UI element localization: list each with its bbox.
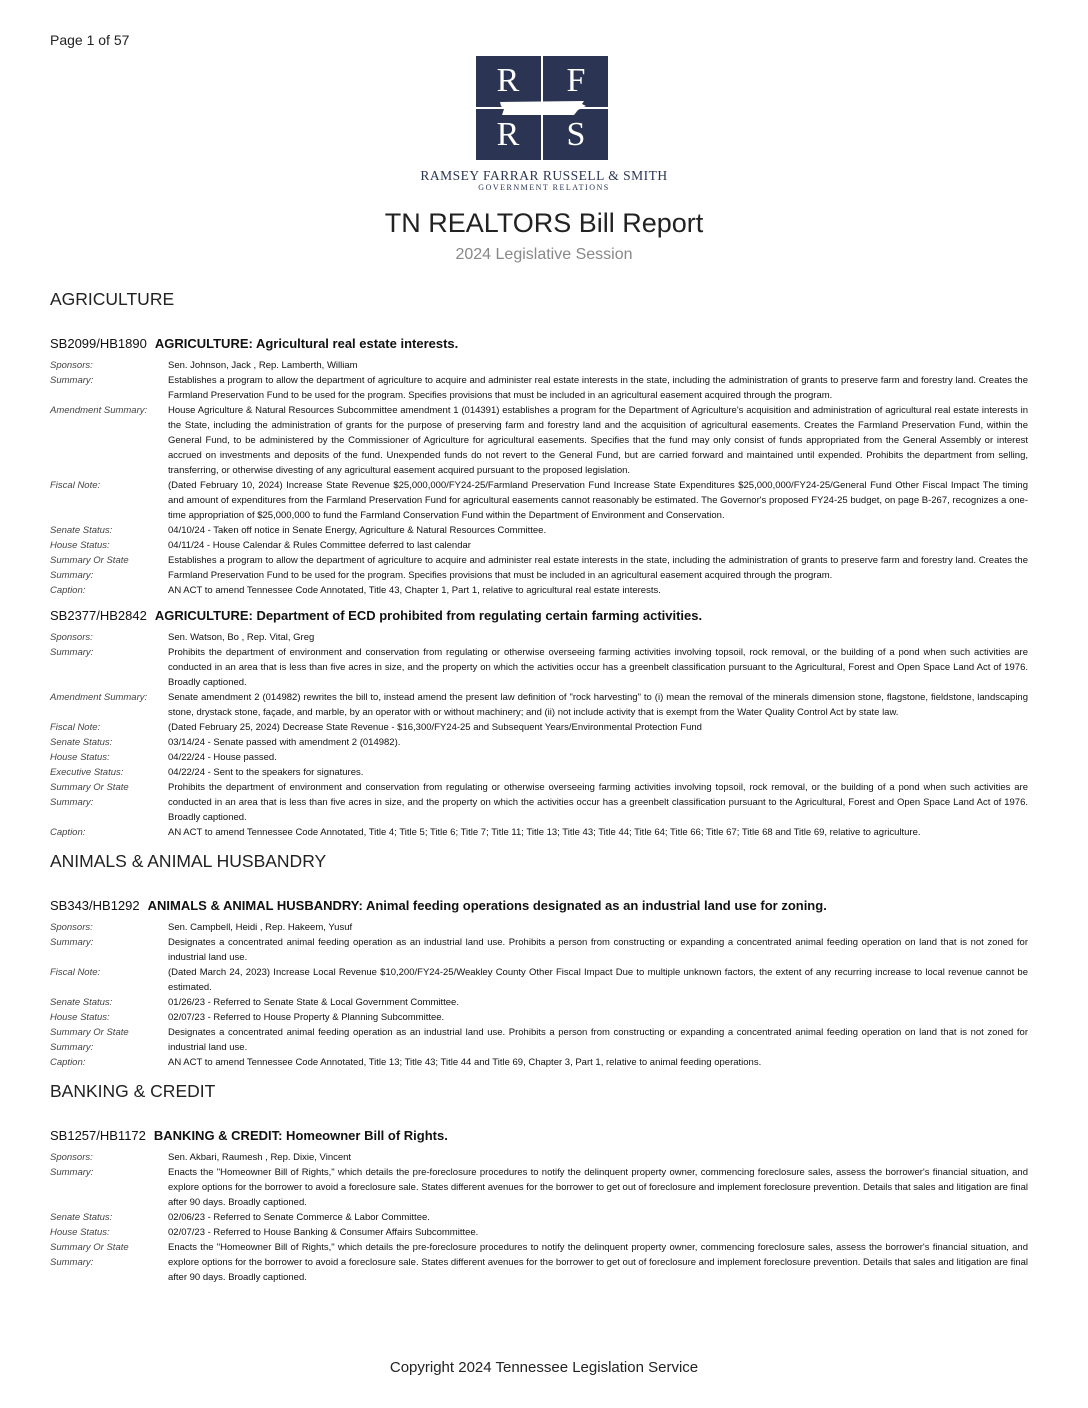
- field-label: Summary:: [50, 375, 94, 386]
- bill-number: SB2099/HB1890: [50, 336, 147, 351]
- bill-title: AGRICULTURE: Department of ECD prohibited from regulating certain farming activities.: [154, 608, 703, 623]
- section: [50, 1080, 1028, 1285]
- bill-field: [50, 1055, 1028, 1070]
- logo-letter: F: [566, 62, 586, 99]
- field-label: Summary:: [50, 937, 94, 948]
- field-value: AN ACT to amend Tennessee Code Annotated, Title 4; Title 5; Title 6; Title 7; Title 11; Title 13; Title 43; Title 44; Title 64; Title 66; Title 67; Title 68 and Title 69, relative to agriculture.: [168, 827, 921, 838]
- field-value: House Agriculture & Natural Resources Subcommittee amendment 1 (014391) establishes a program for the Department of Agriculture's acquisition and administration of agricultural real estate interests in the State, including the administration of grants for the purpose of preserving farm and forestry land and the acquisition of agricultural easements. Creates the Farmland Preservation Fund, within the General Fund, to be administered by the Commissioner of Agriculture for agricultural easements. Specifies that the fund may only consist of funds appropriated from the General Assembly or interest accrued on investments and deposits of the fund. Unexpended funds do not revert to the General Fund, but are carried forward and maintained until expended. Prohibits the department from selling, transferring, or otherwise divesting of any agricultural easement acquired pursuant to the proposed legislation.: [168, 405, 1028, 476]
- field-label: Caption:: [50, 585, 86, 596]
- bill-entry: [50, 336, 1028, 598]
- bill-field: [50, 995, 1028, 1010]
- field-value: Enacts the "Homeowner Bill of Rights," which details the pre-foreclosure procedures to notify the delinquent property owner, commencing foreclosure sales, assess the borrower's financial situation, and explore options for the borrower to avoid a foreclosure sale. States different avenues for the borrower to get out of foreclosure and implement foreclosure prevention. Details that sales and litigation are final after 90 days. Broadly captioned.: [168, 1167, 1028, 1208]
- bill-number: SB1257/HB1172: [50, 1128, 146, 1143]
- firm-name: RAMSEY FARRAR RUSSELL & SMITH: [420, 168, 668, 183]
- field-label: Summary Or State Summary:: [50, 555, 129, 581]
- field-label: Amendment Summary:: [50, 692, 148, 703]
- field-value: Enacts the "Homeowner Bill of Rights," which details the pre-foreclosure procedures to notify the delinquent property owner, commencing foreclosure sales, assess the borrower's financial situation, and explore options for the borrower to avoid a foreclosure sale. States different avenues for the borrower to get out of foreclosure and implement foreclosure prevention. Details that sales and litigation are final after 90 days. Broadly captioned.: [168, 1242, 1028, 1283]
- bill-field: [50, 1025, 1028, 1055]
- field-value: 04/10/24 - Taken off notice in Senate Energy, Agriculture & Natural Resources Committee.: [168, 525, 547, 536]
- bill-field: [50, 690, 1028, 720]
- bill-field: [50, 720, 1028, 735]
- field-value: Designates a concentrated animal feeding operation as an industrial land use. Prohibits a person from constructing or expanding a concentrated animal feeding operation on land that is not zoned for industrial land use.: [168, 1027, 1028, 1053]
- field-value: (Dated March 24, 2023) Increase Local Revenue $10,200/FY24-25/Weakley County Other Fiscal Impact Due to multiple unknown factors, the extent of any recurring increase to local revenue cannot be estimated.: [168, 967, 1028, 993]
- field-label: Summary Or State Summary:: [50, 782, 129, 808]
- field-label: House Status:: [50, 540, 110, 551]
- field-label: Senate Status:: [50, 1212, 113, 1223]
- field-label: Executive Status:: [50, 767, 124, 778]
- bill-field: [50, 645, 1028, 690]
- bill-field: [50, 935, 1028, 965]
- field-label: Senate Status:: [50, 737, 113, 748]
- field-value: 02/07/23 - Referred to House Property & Planning Subcommittee.: [168, 1012, 445, 1023]
- bill-field: [50, 373, 1028, 403]
- bill-entry: [50, 1128, 1028, 1285]
- bill-field: [50, 553, 1028, 583]
- report-subtitle: 2024 Legislative Session: [455, 246, 633, 263]
- bill-header: [50, 898, 1028, 914]
- bill-field: [50, 965, 1028, 995]
- bill-entry: [50, 898, 1028, 1070]
- field-value: 04/11/24 - House Calendar & Rules Committee deferred to last calendar: [168, 540, 471, 551]
- bill-field: [50, 1240, 1028, 1285]
- field-value: 03/14/24 - Senate passed with amendment 2 (014982).: [168, 737, 401, 748]
- field-value: Sen. Johnson, Jack , Rep. Lamberth, William: [168, 360, 358, 371]
- field-label: Sponsors:: [50, 360, 93, 371]
- field-label: Summary:: [50, 1167, 94, 1178]
- bill-field: [50, 523, 1028, 538]
- field-value: Designates a concentrated animal feeding operation as an industrial land use. Prohibits a person from constructing or expanding a concentrated animal feeding operation on land that is not zoned for industrial land use.: [168, 937, 1028, 963]
- bill-field: [50, 538, 1028, 553]
- field-label: Caption:: [50, 827, 86, 838]
- field-value: 01/26/23 - Referred to Senate State & Local Government Committee.: [168, 997, 459, 1008]
- field-label: Caption:: [50, 1057, 86, 1068]
- field-value: 02/06/23 - Referred to Senate Commerce & Labor Committee.: [168, 1212, 430, 1223]
- field-value: Sen. Akbari, Raumesh , Rep. Dixie, Vincent: [168, 1152, 352, 1163]
- section: [50, 288, 1028, 840]
- tennessee-state-icon: [498, 100, 588, 116]
- section-title: ANIMALS & ANIMAL HUSBANDRY: [50, 851, 327, 871]
- field-label: Senate Status:: [50, 997, 113, 1008]
- logo-letter: R: [496, 116, 520, 153]
- bill-field: [50, 750, 1028, 765]
- bill-entry: [50, 608, 1028, 840]
- field-label: Amendment Summary:: [50, 405, 148, 416]
- bill-number: SB2377/HB2842: [50, 608, 147, 623]
- field-value: Prohibits the department of environment and conservation from regulating or otherwise overseeing farming activities involving topsoil, rock removal, or the building of a pond when such activities are conducted in an area that is less than five acres in size, and the property on which the activities occur has a greenbelt classification pursuant to the Agricultural, Forest and Open Space Land Act of 1976. Broadly captioned.: [168, 647, 1028, 688]
- bill-field: [50, 403, 1028, 478]
- bill-header: [50, 608, 1028, 624]
- bill-field: [50, 735, 1028, 750]
- bill-number: SB343/HB1292: [50, 898, 140, 913]
- logo-letter: S: [566, 116, 586, 153]
- field-value: Senate amendment 2 (014982) rewrites the bill to, instead amend the present law definition of "rock harvesting" to (i) mean the removal of the minerals dimension stone, flagstone, fieldstone, landscaping stone, drystack stone, façade, and marble, by an operator with or without machinery; and (ii) not include activity that is exempt from the Water Quality Control Act by state law.: [168, 692, 1028, 718]
- bill-field: [50, 1165, 1028, 1210]
- bill-field: [50, 1150, 1028, 1165]
- field-value: Establishes a program to allow the department of agriculture to acquire and administer real estate interests in the state, including the administration of grants to preserve farm and forestry land. Creates the Farmland Preservation Fund to be used for the program. Specifies provisions that must be included in an agricultural easement acquired through the program.: [168, 555, 1028, 581]
- section: [50, 850, 1028, 1070]
- logo-letter: R: [496, 62, 520, 99]
- bill-field: [50, 1210, 1028, 1225]
- bill-field: [50, 780, 1028, 825]
- bill-field: [50, 358, 1028, 373]
- field-value: AN ACT to amend Tennessee Code Annotated, Title 13; Title 43; Title 44 and Title 69, Chapter 3, Part 1, relative to animal feeding operations.: [168, 1057, 762, 1068]
- bill-field: [50, 1010, 1028, 1025]
- field-label: Sponsors:: [50, 632, 93, 643]
- field-value: Establishes a program to allow the department of agriculture to acquire and administer real estate interests in the state, including the administration of grants to preserve farm and forestry land. Creates the Farmland Preservation Fund to be used for the program. Specifies provisions that must be included in an agricultural easement acquired through the program.: [168, 375, 1028, 401]
- field-value: AN ACT to amend Tennessee Code Annotated, Title 43, Chapter 1, Part 1, relative to agricultural real estate interests.: [168, 585, 661, 596]
- report-title: TN REALTORS Bill Report: [384, 208, 704, 238]
- bill-field: [50, 478, 1028, 523]
- bill-field: [50, 765, 1028, 780]
- field-label: House Status:: [50, 1012, 110, 1023]
- bill-field: [50, 825, 1028, 840]
- field-label: House Status:: [50, 1227, 110, 1238]
- field-label: Sponsors:: [50, 922, 93, 933]
- field-label: Summary Or State Summary:: [50, 1027, 129, 1053]
- bill-title: ANIMALS & ANIMAL HUSBANDRY: Animal feeding operations designated as an industrial land use for zoning.: [147, 898, 827, 913]
- section-title: BANKING & CREDIT: [50, 1081, 216, 1101]
- field-value: Prohibits the department of environment and conservation from regulating or otherwise overseeing farming activities involving topsoil, rock removal, or the building of a pond when such activities are conducted in an area that is less than five acres in size, and the property on which the activities occur has a greenbelt classification pursuant to the Agricultural, Forest and Open Space Land Act of 1976. Broadly captioned.: [168, 782, 1028, 823]
- bill-field: [50, 920, 1028, 935]
- field-value: 02/07/23 - Referred to House Banking & Consumer Affairs Subcommittee.: [168, 1227, 479, 1238]
- field-label: Fiscal Note:: [50, 722, 101, 733]
- page-number: Page 1 of 57: [50, 32, 130, 48]
- field-value: (Dated February 10, 2024) Increase State Revenue $25,000,000/FY24-25/Farmland Preservation Fund Increase State Expenditures $25,000,000/FY24-25/General Fund Other Fiscal Impact The timing and amount of expenditures from the Farmland Preservation Fund for agricultural easements cannot reasonably be estimated. The Governor's proposed FY24-25 budget, on page B-267, recognizes a one-time appropriation of $25,000,000 to fund the Farmland Conservation Fund within the Department of Environment and Conservation.: [168, 480, 1028, 521]
- field-value: (Dated February 25, 2024) Decrease State Revenue - $16,300/FY24-25 and Subsequent Years/Environmental Protection Fund: [168, 722, 702, 733]
- field-value: Sen. Campbell, Heidi , Rep. Hakeem, Yusuf: [168, 922, 353, 933]
- firm-subtitle: GOVERNMENT RELATIONS: [478, 183, 610, 192]
- field-label: Sponsors:: [50, 1152, 93, 1163]
- field-label: Fiscal Note:: [50, 480, 101, 491]
- field-label: Senate Status:: [50, 525, 113, 536]
- field-label: House Status:: [50, 752, 110, 763]
- field-label: Summary:: [50, 647, 94, 658]
- bill-field: [50, 630, 1028, 645]
- copyright-footer: Copyright 2024 Tennessee Legislation Service: [389, 1359, 699, 1376]
- field-value: Sen. Watson, Bo , Rep. Vital, Greg: [168, 632, 315, 643]
- field-label: Fiscal Note:: [50, 967, 101, 978]
- report-content: [50, 288, 1028, 1295]
- bill-field: [50, 583, 1028, 598]
- firm-logo: [476, 56, 608, 160]
- bill-title: BANKING & CREDIT: Homeowner Bill of Rights.: [153, 1128, 448, 1143]
- section-title: AGRICULTURE: [50, 289, 175, 309]
- bill-title: AGRICULTURE: Agricultural real estate interests.: [154, 336, 459, 351]
- bill-header: [50, 1128, 1028, 1144]
- bill-header: [50, 336, 1028, 352]
- field-value: 04/22/24 - House passed.: [168, 752, 277, 763]
- firm-name-block: [0, 168, 1088, 192]
- field-value: 04/22/24 - Sent to the speakers for signatures.: [168, 767, 364, 778]
- bill-field: [50, 1225, 1028, 1240]
- field-label: Summary Or State Summary:: [50, 1242, 129, 1268]
